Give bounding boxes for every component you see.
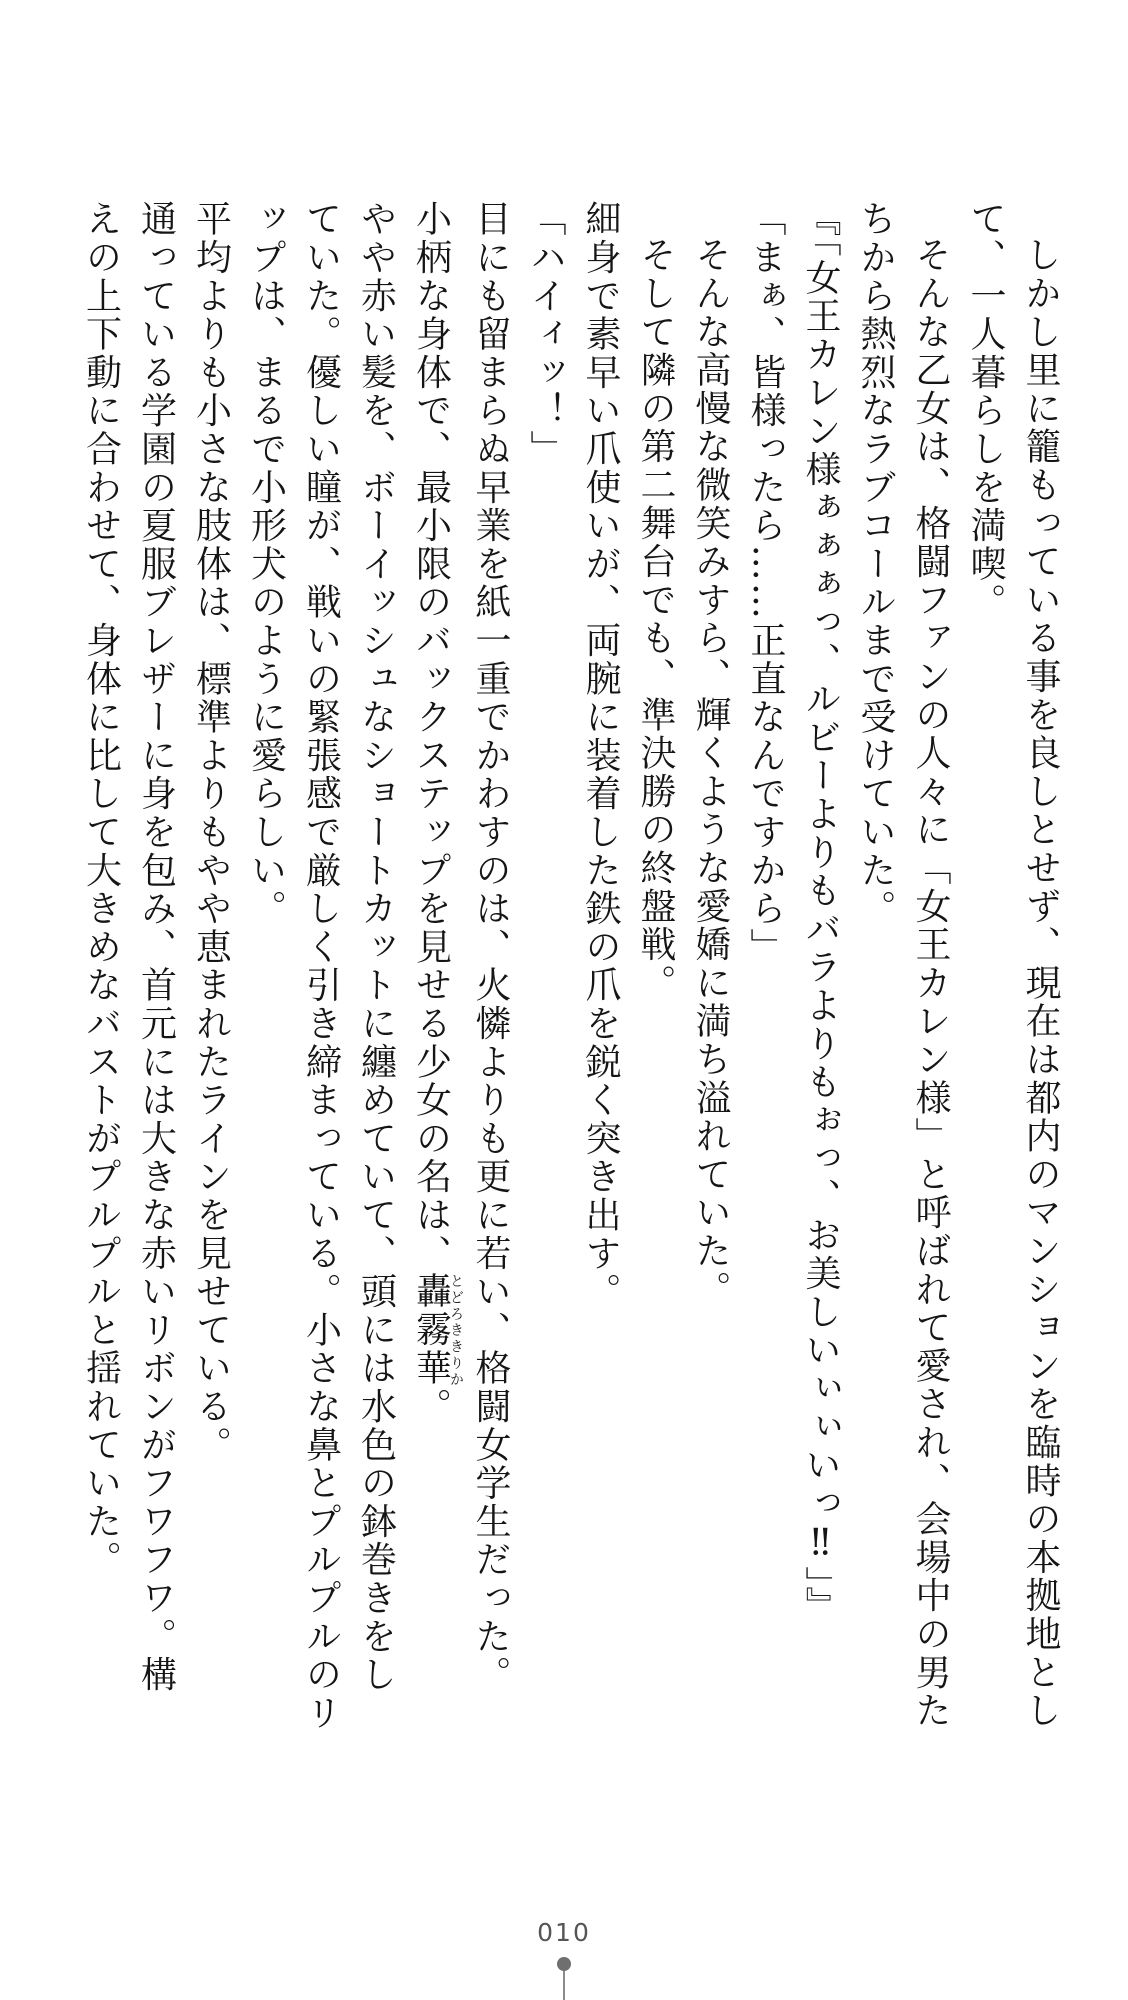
text-line: そんな乙女は、格闘ファンの人々に「女王カレン様」と呼ばれて愛され、会場中の男た: [910, 236, 951, 1730]
text-line: 目にも留まらぬ早業を紙一重でかわすのは、火憐よりも更に若い、格闘女学生だった。: [470, 200, 511, 1694]
text-line: しかし里に籠もっている事を良しとせず、現在は都内のマンションを臨時の本拠地とし: [1020, 236, 1061, 1730]
text-line: やや赤い髪を、ボーイッシュなショートカットに纏めていて、頭には水色の鉢巻きをし: [355, 200, 397, 1694]
text-line: て、一人暮らしを満喫。: [965, 200, 1006, 622]
text-line: そんな高慢な微笑みすら、輝くような愛嬌に満ち溢れていた。: [690, 236, 731, 1309]
dialogue-line: 『「女王カレン様ぁぁぁっ、ルビーよりもバラよりもぉっ、お美しいぃぃいっ‼」』: [800, 200, 841, 1625]
dialogue-line: 「まぁ、皆様ったら……正直なんですから」: [745, 200, 786, 966]
ruby-base: 轟霧華: [410, 1272, 452, 1388]
text-line: そして隣の第二舞台でも、準決勝の終盤戦。: [635, 236, 676, 1002]
text-segment: 小柄な身体で、最小限のバックステップを見せる少女の名は、: [410, 200, 452, 1273]
text-line: ップは、まるで小形犬のように愛らしい。: [245, 200, 287, 928]
text-line: ていた。優しい瞳が、戦いの緊張感で厳しく引き締まっている。小さな鼻とプルプルのリ: [300, 200, 342, 1732]
text-line: 細身で素早い爪使いが、両腕に装着した鉄の爪を鋭く突き出す。: [580, 200, 621, 1311]
ruby-name: [410, 1272, 464, 1388]
text-line: 平均よりも小さな肢体は、標準よりもやや恵まれたラインを見せている。: [190, 200, 232, 1464]
text-line: 通っている学園の夏服ブレザーに身を包み、首元には大きな赤いリボンがフワフワ。構: [135, 200, 177, 1694]
text-line: えの上下動に合わせて、身体に比して大きめなバストがプルプルと揺れていた。: [80, 200, 122, 1579]
page-marker-dot: [557, 1957, 571, 1971]
text-line: ちから熱烈なラブコールまで受けていた。: [855, 200, 896, 928]
page-number: 010: [537, 1918, 591, 1947]
page-marker-icon: [554, 1957, 574, 2000]
text-line-with-ruby: [404, 200, 464, 1640]
vertical-body-text: [68, 200, 1068, 1732]
page-marker-stem: [563, 1971, 565, 2000]
dialogue-line: 「ハイィッ！」: [525, 200, 566, 469]
ruby-reading: とどろききりか: [448, 1272, 464, 1388]
text-segment: 。: [410, 1387, 452, 1426]
